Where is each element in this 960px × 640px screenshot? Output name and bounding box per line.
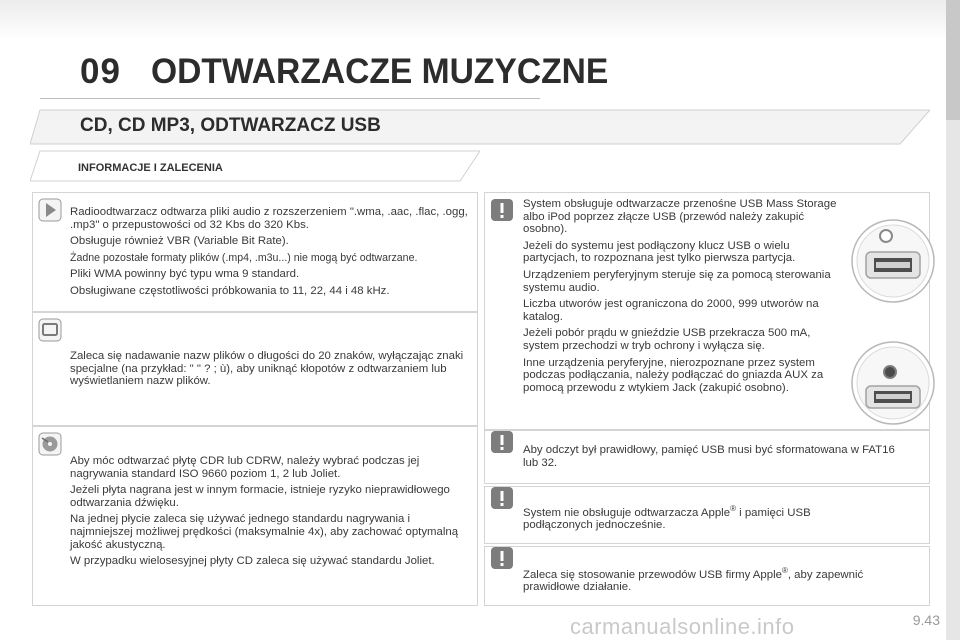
right-edge-strip xyxy=(946,0,960,640)
usb-port-image xyxy=(850,218,936,304)
cables-text-a: Zaleca się stosowanie przewodów USB firmy Apple xyxy=(523,568,782,581)
filenames-line-1: Zaleca się nadawanie nazw plików o długości do 20 znaków, wyłączając znaki specjalne (na przykład: " " ? ; ù), aby uniknąć kłopotów z odtwarzaniem lub wyświetlaniem nazw plików. xyxy=(70,350,464,388)
subtitle: INFORMACJE I ZALECENIA xyxy=(78,162,223,174)
top-band xyxy=(0,0,960,40)
header-divider xyxy=(40,98,540,99)
fat-text: Aby odczyt był prawidłowy, pamięć USB musi być sformatowana w FAT16 lub 32. xyxy=(523,444,895,469)
chapter-title: ODTWARZACZE MUZYCZNE xyxy=(151,52,609,91)
cd-text xyxy=(70,455,470,572)
registered-mark: ® xyxy=(730,504,736,513)
chapter-number: 09 xyxy=(80,52,121,91)
formats-line-5: Obsługiwane częstotliwości próbkowania to 11, 22, 44 i 48 kHz. xyxy=(70,284,390,297)
formats-line-3: Żadne pozostałe formaty plików (.mp4, .m3u...) nie mogą być odtwarzane. xyxy=(70,251,418,264)
section-title: CD, CD MP3, ODTWARZACZ USB xyxy=(80,115,381,136)
usb-line-2: Jeżeli do systemu jest podłączony klucz USB o wielu partycjach, to rozpoznana jest tylko pierwsza partycja. xyxy=(523,239,796,265)
page-number: 9.43 xyxy=(912,612,940,628)
formats-line-1: Radioodtwarzacz odtwarza pliki audio z rozszerzeniem ".wma, .aac, .flac, .ogg, .mp3" o przepustowości od 32 Kbs do 320 Kbs. xyxy=(70,206,468,231)
watermark: carmanualsonline.info xyxy=(570,614,795,639)
usb-line-1: System obsługuje odtwarzacze przenośne USB Mass Storage albo iPod poprzez złącze USB (przewód należy zakupić osobno). xyxy=(523,198,837,236)
info-icon xyxy=(38,198,62,222)
usb-line-4: Liczba utworów jest ograniczona do 2000, 999 utworów na katalog. xyxy=(523,298,819,323)
cd-icon xyxy=(38,432,62,456)
registered-mark: ® xyxy=(781,566,788,575)
warning-icon xyxy=(490,486,514,510)
cd-line-2: Jeżeli płyta nagrana jest w innym formacie, istnieje ryzyko nieprawidłowego odtwarzania dźwięku. xyxy=(70,484,450,509)
usb-line-6: Inne urządzenia peryferyjne, nierozpoznane przez system podczas podłączania, należy podłączać do gniazda AUX za pomocą przewodu z wtykiem Jack (zakupić osobno). xyxy=(523,356,824,394)
warning-icon xyxy=(490,198,514,222)
cd-line-3: Na jednej płycie zaleca się używać jednego standardu nagrywania i najmniejszej możliwej prędkości (maksymalnie 4x), aby zachować optymalną jakość akustyczną. xyxy=(70,513,459,551)
note-icon xyxy=(38,318,62,342)
cables-text xyxy=(523,565,918,594)
formats-text xyxy=(70,206,470,302)
warning-icon xyxy=(490,430,514,454)
apple-text-a: System nie obsługuje odtwarzacza Apple xyxy=(523,506,731,519)
usb-line-3: Urządzeniem peryferyjnym steruje się za pomocą sterowania systemu audio. xyxy=(523,268,831,294)
cd-line-1: Aby móc odtwarzać płytę CDR lub CDRW, należy wybrać podczas jej nagrywania standard ISO 9660 poziom 1, 2 lub Joliet. xyxy=(70,455,420,480)
cables-text-b: , aby zapewnić prawidłowe działanie. xyxy=(523,568,864,594)
apple-text-b: i pamięci USB podłączonych jednocześnie. xyxy=(523,506,811,532)
warning-icon xyxy=(490,546,514,570)
formats-line-4: Pliki WMA powinny być typu wma 9 standard. xyxy=(70,268,300,281)
cd-line-4: W przypadku wielosesyjnej płyty CD zaleca się używać standardu Joliet. xyxy=(70,555,435,568)
usb-text xyxy=(523,198,843,398)
apple-text xyxy=(523,503,883,532)
filenames-text xyxy=(70,350,470,392)
usb-port-image-2 xyxy=(850,340,936,426)
formats-line-2: Obsługuje również VBR (Variable Bit Rate). xyxy=(70,235,289,248)
usb-line-5: Jeżeli pobór prądu w gnieździe USB przekracza 500 mA, system przechodzi w tryb ochrony i wyłącza się. xyxy=(523,327,811,352)
